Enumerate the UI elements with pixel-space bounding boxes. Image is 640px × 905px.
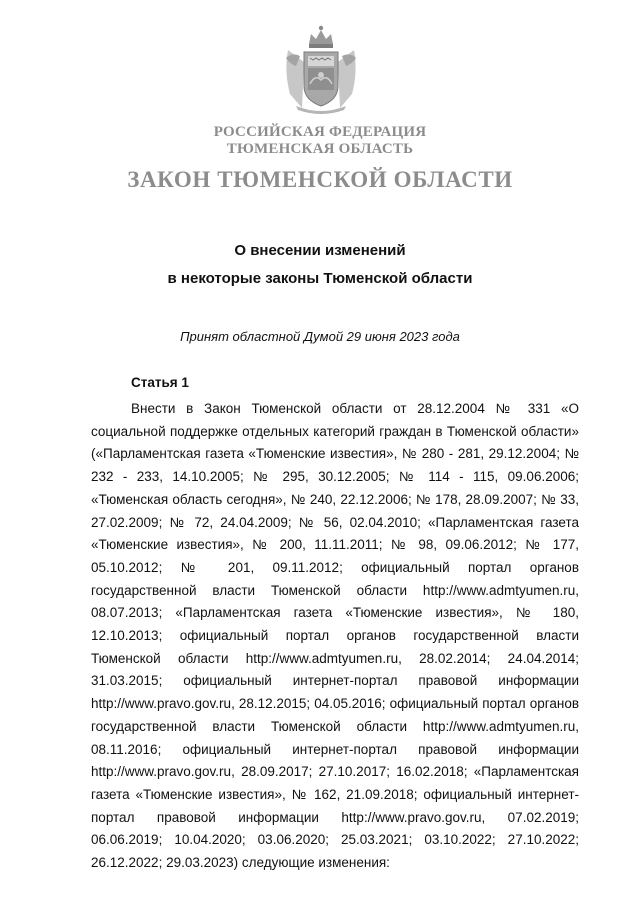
coat-of-arms-icon bbox=[282, 22, 360, 114]
article-body: Внести в Закон Тюменской области от 28.12.2004 № 331 «О социальной поддержке отдельных категорий граждан в Тюменской области» («Парламентская газета «Тюменские известия», № 280 - 281, 29.12.2004; № 232 - 233, 14.10.2005; № 295, 30.12.2005; № 114 - 115, 09.06.2006; «Тюменская область сегодня», № 240, 22.12.2006; № 178, 28.09.2007; № 33, 27.02.2009; № 72, 24.04.2009; № 56, 02.04.2010; «Парламентская газета «Тюменские известия», № 200, 11.11.2011; № 98, 09.06.2012; № 177, 05.10.2012; № 201, 09.11.2012; официальный портал органов государственной власти Тюменской области http://www.admtyumen.ru, 08.07.2013; «Парламентская газета «Тюменские известия», № 180, 12.10.2013; официальный портал органов государственной власти Тюменской области http://www.admtyumen.ru, 28.02.2014; 24.04.2014; 31.03.2015; официальный интернет-портал правовой информации http://www.pravo.gov.ru, 28.12.2015; 04.05.2016; официальный портал органов государственной власти Тюменской области http://www.admtyumen.ru, 08.11.2016; официальный интернет-портал правовой информации http://www.pravo.gov.ru, 28.09.2017; 27.10.2017; 16.02.2018; «Парламентская газета «Тюменские известия», № 162, 21.09.2018; официальный интернет-портал правовой информации http://www.pravo.gov.ru, 07.02.2019; 06.06.2019; 10.04.2020; 03.06.2020; 25.03.2021; 03.10.2022; 27.10.2022; 26.12.2022; 29.03.2023) следующие изменения: bbox=[91, 401, 579, 871]
document-title-line1: О внесении изменений bbox=[234, 242, 406, 259]
adoption-note: Принят областной Думой 29 июня 2023 года bbox=[180, 329, 460, 344]
document-title-line2: в некоторые законы Тюменской области bbox=[167, 270, 473, 287]
header-country: РОССИЙСКАЯ ФЕДЕРАЦИЯ bbox=[213, 124, 427, 140]
header-region: ТЮМЕНСКАЯ ОБЛАСТЬ bbox=[226, 141, 414, 157]
article-heading: Статья 1 bbox=[131, 375, 189, 390]
header-law-title: ЗАКОН ТЮМЕНСКОЙ ОБЛАСТИ bbox=[127, 167, 513, 192]
